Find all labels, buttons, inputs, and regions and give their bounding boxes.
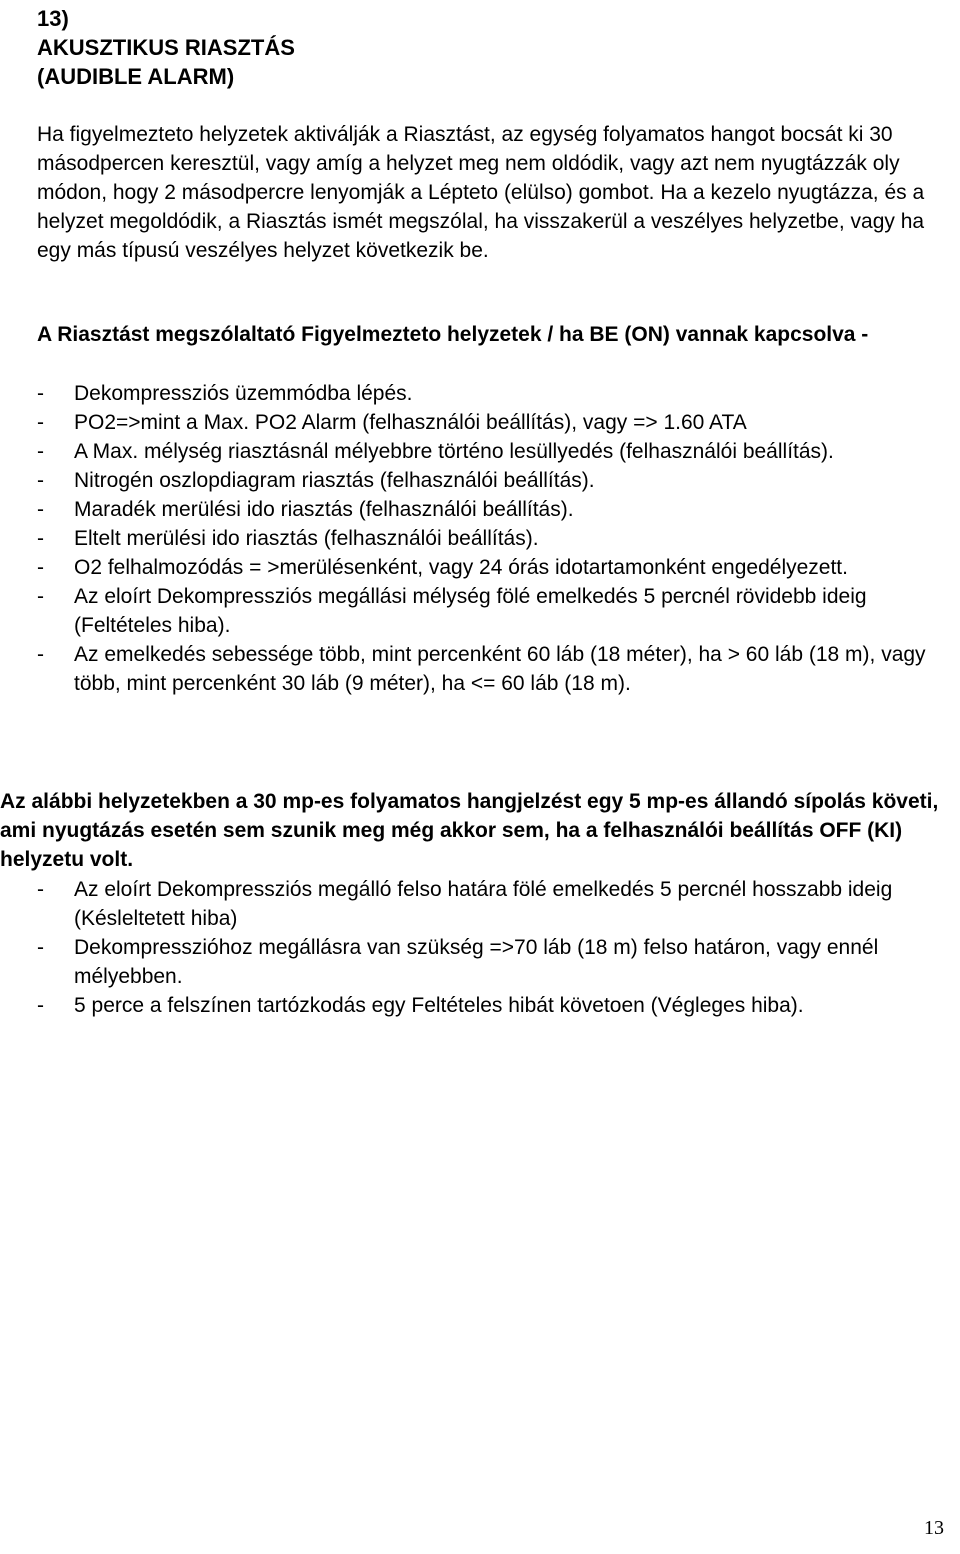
list-dash: -: [37, 382, 44, 405]
list-dash: -: [37, 878, 44, 901]
list-dash: -: [37, 936, 44, 959]
list-item-text: 5 perce a felszínen tartózkodás egy Feltételes hibát követoen (Végleges hiba).: [74, 994, 804, 1017]
list-item-text: Az eloírt Dekompressziós megálló felso határa fölé emelkedés 5 percnél hosszabb ideig (Késleltetett hiba): [74, 878, 893, 930]
section-heading: [37, 4, 295, 91]
list-dash: -: [37, 643, 44, 666]
list-dash: -: [37, 440, 44, 463]
list-item: [37, 466, 960, 495]
section-subtitle: (AUDIBLE ALARM): [37, 64, 235, 89]
list-item: [37, 582, 960, 640]
list-item-text: Eltelt merülési ido riasztás (felhasználói beállítás).: [74, 527, 539, 550]
list-item: [37, 408, 960, 437]
section-title: AKUSZTIKUS RIASZTÁS: [37, 35, 295, 60]
section-number: 13): [37, 6, 69, 31]
list-item-text: Dekompressziós üzemmódba lépés.: [74, 382, 413, 405]
list-item: [37, 495, 960, 524]
page-number: 13: [924, 1517, 944, 1539]
warning-conditions-title: A Riasztást megszólaltató Figyelmezteto helyzetek / ha BE (ON) vannak kapcsolva -: [37, 323, 869, 346]
list-item: [37, 437, 960, 466]
list-item-text: Nitrogén oszlopdiagram riasztás (felhasználói beállítás).: [74, 469, 595, 492]
list-dash: -: [37, 994, 44, 1017]
list-item: [37, 875, 960, 933]
list-dash: -: [37, 498, 44, 521]
list-item: [37, 933, 960, 991]
list-dash: -: [37, 585, 44, 608]
list-dash: -: [37, 556, 44, 579]
persistent-alarm-list: [37, 875, 960, 1020]
list-dash: -: [37, 527, 44, 550]
list-item-text: Dekompresszióhoz megállásra van szükség =>70 láb (18 m) felso határon, vagy ennél mélyebben.: [74, 936, 879, 988]
list-item-text: PO2=>mint a Max. PO2 Alarm (felhasználói beállítás), vagy => 1.60 ATA: [74, 411, 747, 434]
list-item: [37, 991, 960, 1020]
intro-paragraph: Ha figyelmezteto helyzetek aktiválják a Riasztást, az egység folyamatos hangot bocsát ki 30 másodpercen keresztül, vagy amíg a helyzet meg nem oldódik, vagy azt nem nyugtázzák oly módon, hogy 2 másodpercre lenyomják a Lépteto (elülso) gombot. Ha a kezelo nyugtázza, és a helyzet megoldódik, a Riasztás ismét megszólal, ha visszakerül a veszélyes helyzetbe, vagy ha egy más típusú veszélyes helyzet következik be.: [37, 123, 925, 262]
list-item-text: A Max. mélység riasztásnál mélyebbre történo lesüllyedés (felhasználói beállítás).: [74, 440, 834, 463]
warning-conditions-list: [37, 379, 960, 698]
list-item-text: Maradék merülési ido riasztás (felhasználói beállítás).: [74, 498, 574, 521]
list-item: [37, 553, 960, 582]
persistent-alarm-title: Az alábbi helyzetekben a 30 mp-es folyamatos hangjelzést egy 5 mp-es állandó sípolás követi, ami nyugtázás esetén sem szunik meg még akkor sem, ha a felhasználói beállítás OFF (KI) helyzetu volt.: [0, 790, 939, 871]
list-item-text: Az eloírt Dekompressziós megállási mélység fölé emelkedés 5 percnél rövidebb ideig (Feltételes hiba).: [74, 585, 867, 637]
list-dash: -: [37, 411, 44, 434]
list-item: [37, 379, 960, 408]
list-item-text: Az emelkedés sebessége több, mint percenként 60 láb (18 méter), ha > 60 láb (18 m), vagy több, mint percenként 30 láb (9 méter), ha <= 60 láb (18 m).: [74, 643, 926, 695]
list-item-text: O2 felhalmozódás = >merülésenként, vagy 24 órás idotartamonként engedélyezett.: [74, 556, 848, 579]
list-item: [37, 640, 960, 698]
list-item: [37, 524, 960, 553]
list-dash: -: [37, 469, 44, 492]
